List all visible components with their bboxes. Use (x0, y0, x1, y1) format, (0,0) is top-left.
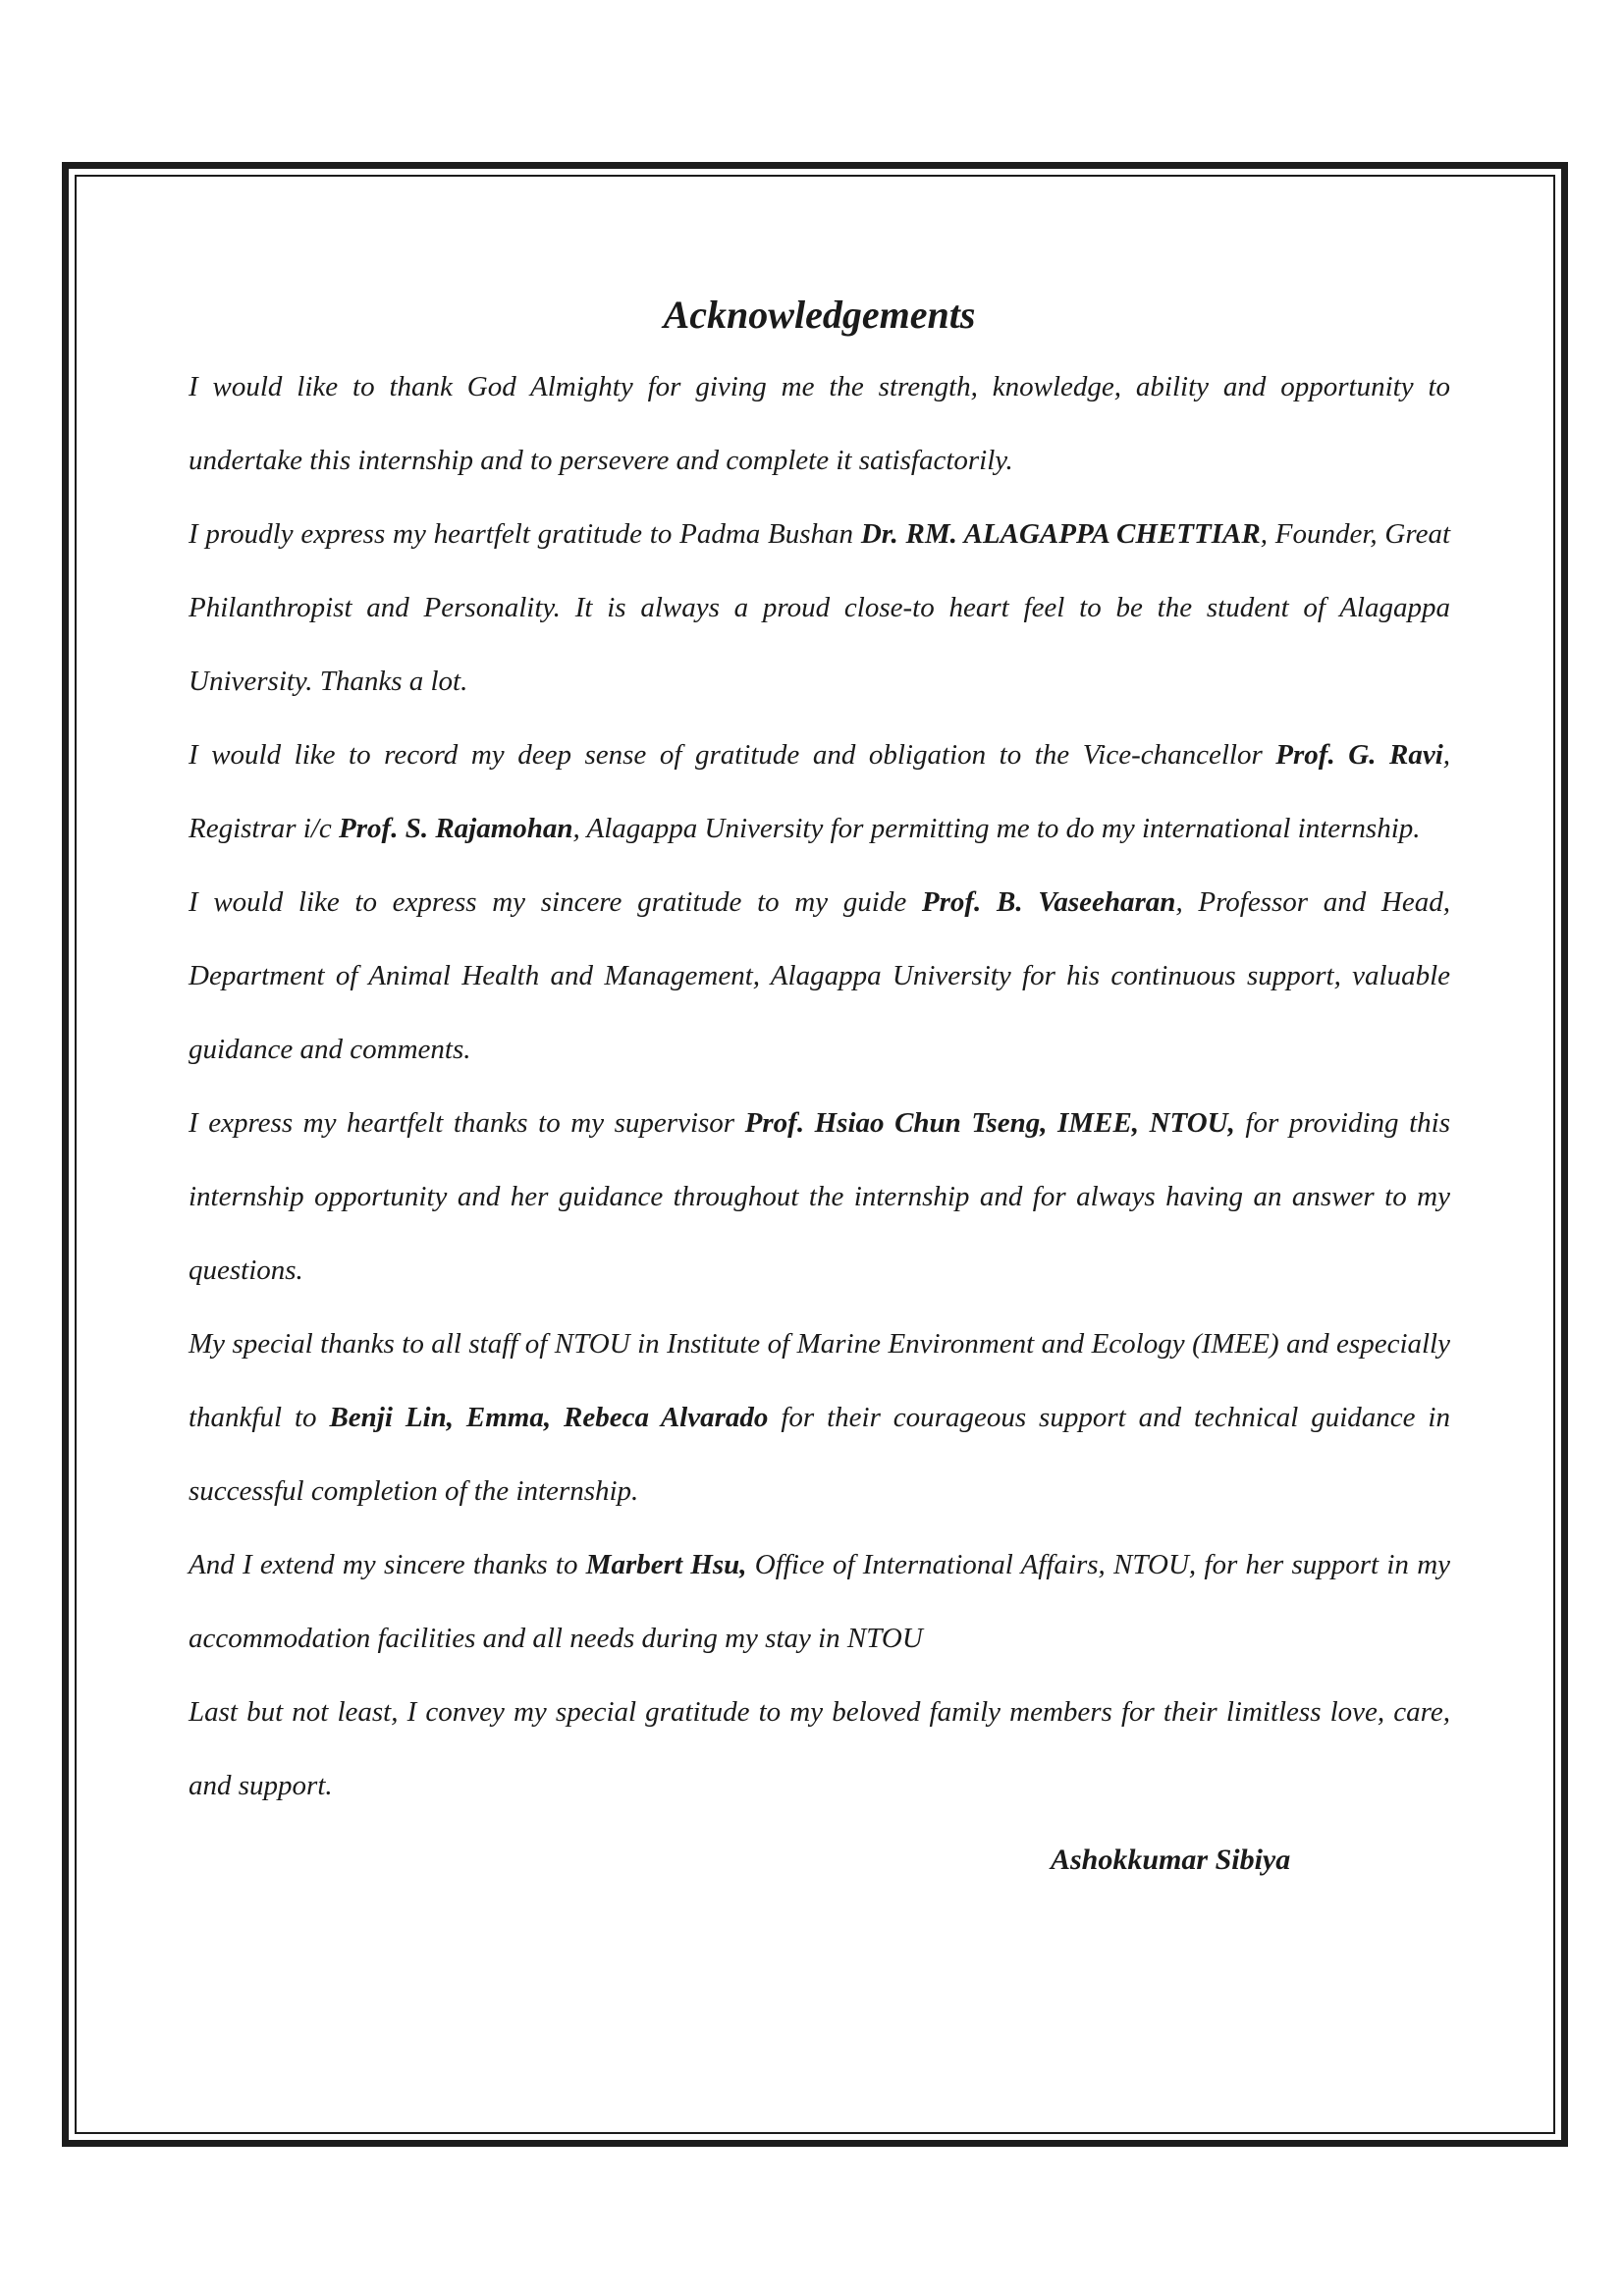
page-title: Acknowledgements (663, 293, 976, 337)
acknowledgements-section (189, 280, 1450, 1896)
text-run: I would like to express my sincere gratitude to my guide (189, 886, 922, 918)
text-run: for their courageous support and technical guidance in successful completion of the internship. (189, 1402, 1450, 1507)
paragraph (189, 866, 1450, 1087)
bold-name: Prof. G. Ravi (1275, 739, 1443, 771)
paragraph (189, 498, 1450, 719)
text-run: I would like to thank God Almighty for giving me the strength, knowledge, ability and opportunity to undertake this internship and to persevere and complete it satisfactorily. (189, 371, 1450, 476)
text-run: My special thanks to all staff of NTOU in Institute of Marine Environment and Ecology (IMEE) and especially thankful to (189, 1328, 1450, 1433)
text-run: , Registrar i/c (189, 739, 1451, 844)
paragraph (189, 1528, 1450, 1676)
paragraph (189, 1087, 1450, 1308)
paragraph (189, 1308, 1450, 1528)
paragraphs-container (189, 350, 1450, 1823)
text-run: for providing this internship opportunity and her guidance throughout the internship and for always having an answer to my questions. (189, 1107, 1450, 1286)
text-run: I proudly express my heartfelt gratitude to Padma Bushan (189, 518, 861, 550)
bold-name: Dr. RM. ALAGAPPA CHETTIAR (860, 518, 1261, 550)
paragraph (189, 1676, 1450, 1823)
text-run: I express my heartfelt thanks to my supervisor (189, 1107, 745, 1139)
bold-name: Prof. Hsiao Chun Tseng, IMEE, NTOU, (744, 1107, 1235, 1139)
text-run: Office of International Affairs, NTOU, for her support in my accommodation facilities and all needs during my stay in NTOU (189, 1549, 1451, 1654)
text-run: Last but not least, I convey my special gratitude to my beloved family members for their limitless love, care, and support. (189, 1696, 1450, 1801)
text-run: , Professor and Head, Department of Animal Health and Management, Alagappa University for his continuous support, valuable guidance and comments. (189, 886, 1450, 1065)
signature: Ashokkumar Sibiya (1051, 1843, 1291, 1876)
bold-name: Marbert Hsu, (585, 1549, 747, 1580)
paragraph (189, 350, 1450, 498)
bold-name: Benji Lin, Emma, Rebeca Alvarado (329, 1402, 769, 1433)
text-run: , Alagappa University for permitting me to do my international internship. (572, 813, 1421, 844)
text-run: , Founder, Great Philanthropist and Personality. It is always a proud close-to heart feel to be the student of Alagappa University. Thanks a lot. (189, 518, 1450, 697)
text-run: I would like to record my deep sense of gratitude and obligation to the Vice-chancellor (189, 739, 1276, 771)
paragraph (189, 719, 1450, 866)
text-run: And I extend my sincere thanks to (189, 1549, 586, 1580)
bold-name: Prof. S. Rajamohan (339, 813, 573, 844)
bold-name: Prof. B. Vaseeharan (921, 886, 1176, 918)
